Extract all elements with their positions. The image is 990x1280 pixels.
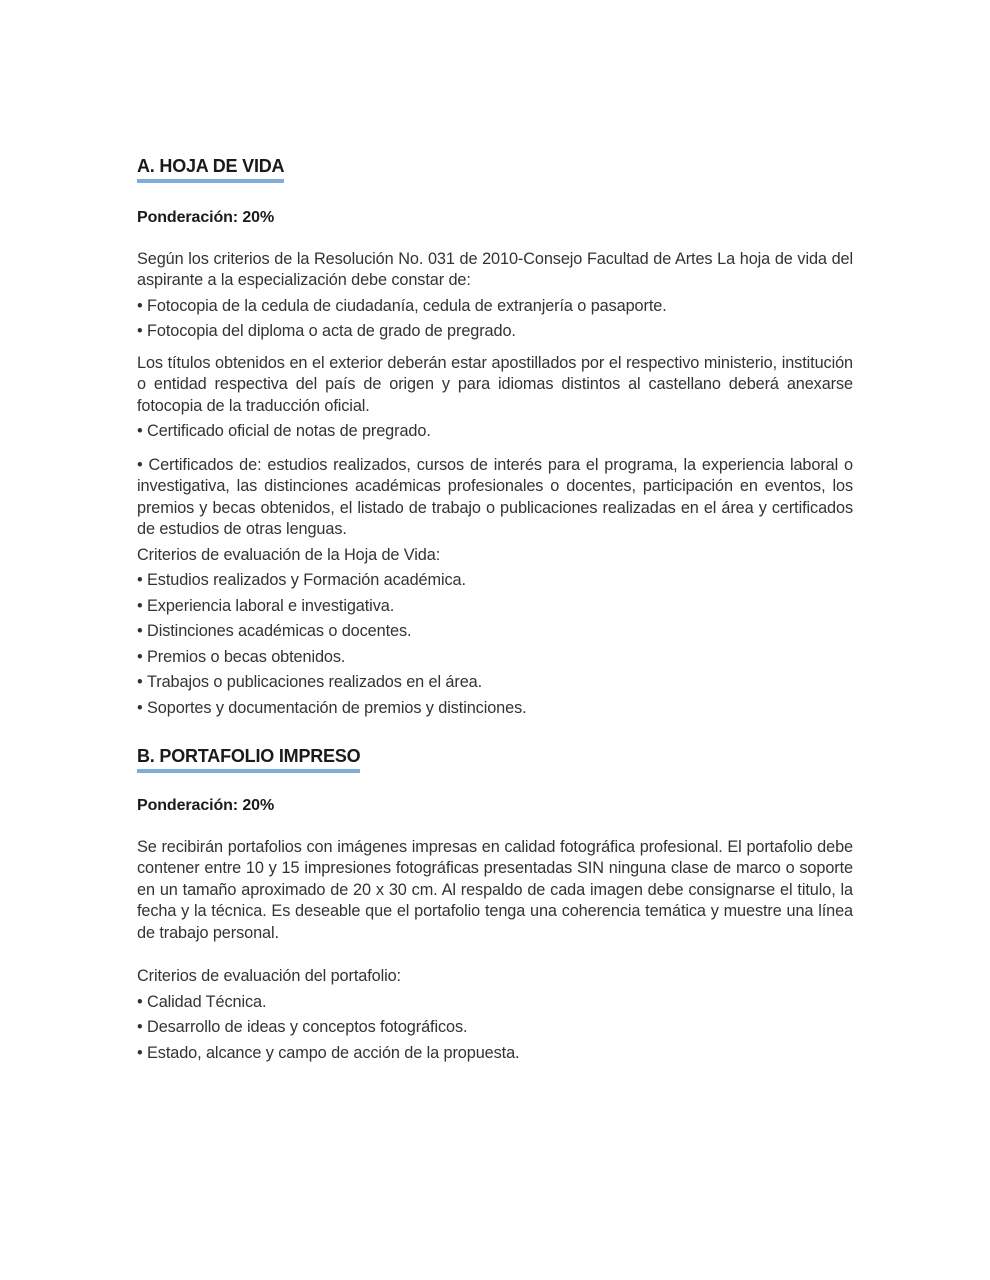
certificates-text: Certificados de: estudios realizados, cursos de interés para el programa, la experiencia laboral o investigativa, las distinciones académicas profesionales o docentes, participación en eventos, los premios y becas obtenidos, el listado de trabajo o publicaciones realizadas en el área y certificados de estudios de otras lenguas. [137,455,853,538]
list-item: • Fotocopia del diploma o acta de grado de pregrado. [137,321,853,343]
list-item: • Estado, alcance y campo de acción de la propuesta. [137,1043,853,1065]
section-a-intro: Según los criterios de la Resolución No. 031 de 2010-Consejo Facultad de Artes La hoja de vida del aspirante a la especialización debe constar de: [137,249,853,289]
section-a-criteria-list [137,570,853,719]
section-b-criteria-title: Criterios de evaluación del portafolio: [137,967,401,985]
section-a-abroad: Los títulos obtenidos en el exterior deberán estar apostillados por el respectivo ministerio, institución o entidad respectiva del país de origen y para idiomas distintos al castellano deberá anexarse fotocopia de la traducción oficial. [137,353,853,415]
list-item: • Estudios realizados y Formación académica. [137,570,853,592]
list-item: • Fotocopia de la cedula de ciudadanía, cedula de extranjería o pasaporte. [137,296,853,318]
list-item: • Calidad Técnica. [137,992,853,1014]
section-a-weight: Ponderación: 20% [137,209,275,226]
section-b-weight: Ponderación: 20% [137,797,275,814]
list-item: • Soportes y documentación de premios y distinciones. [137,698,853,720]
section-a-criteria-title: Criterios de evaluación de la Hoja de Vida: [137,545,441,564]
section-b-body: Se recibirán portafolios con imágenes impresas en calidad fotográfica profesional. El portafolio debe contener entre 10 y 15 impresiones fotográficas presentadas SIN ninguna clase de marco o soporte en un tamaño aproximado de 20 x 30 cm. Al respaldo de cada imagen debe consignarse el titulo, la fecha y la técnica. Es deseable que el portafolio tenga una coherencia temática y muestre una línea de trabajo personal. [137,837,853,942]
section-b-heading: B. PORTAFOLIO IMPRESO [137,745,360,773]
section-a-docs-list [137,296,853,343]
section-a-heading: A. HOJA DE VIDA [137,155,284,183]
section-b-criteria-list [137,992,853,1065]
list-item: • Trabajos o publicaciones realizados en el área. [137,672,853,694]
list-item: • Premios o becas obtenidos. [137,647,853,669]
list-item: • Distinciones académicas o docentes. [137,621,853,643]
section-a-certificates: • Certificados de: estudios realizados, cursos de interés para el programa, la experiencia laboral o investigativa, las distinciones académicas profesionales o docentes, participación en eventos, los premios y becas obtenidos, el listado de trabajo o publicaciones realizadas en el área y certificados de estudios de otras lenguas. [137,455,853,538]
list-item: • Certificado oficial de notas de pregrado. [137,421,853,443]
list-item: • Desarrollo de ideas y conceptos fotográficos. [137,1017,853,1039]
list-item: • Experiencia laboral e investigativa. [137,596,853,618]
document-content [137,155,853,1064]
section-a-docs2-list [137,421,853,443]
